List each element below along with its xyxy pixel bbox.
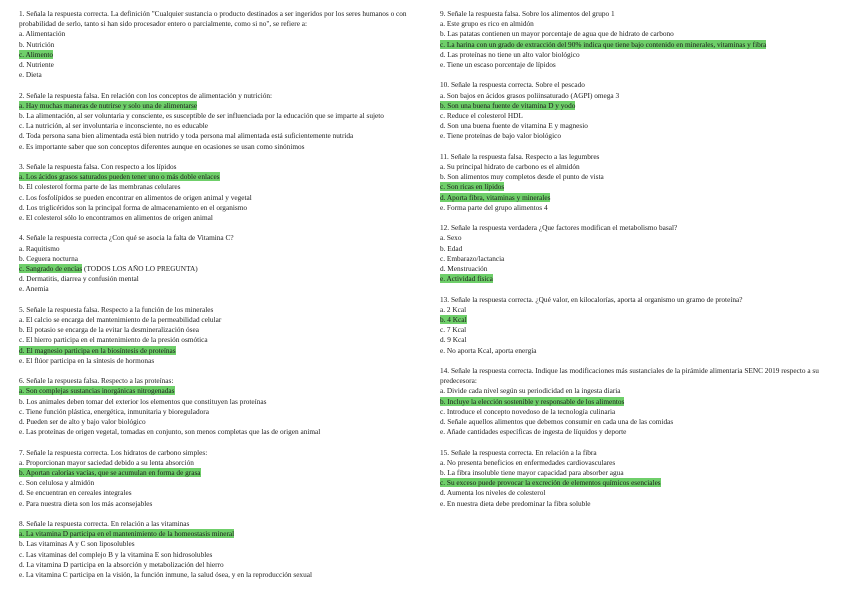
option-text: b. Las patatas contienen un mayor porcentaje de agua que de hidrato de carbono <box>440 29 674 39</box>
option <box>19 121 424 131</box>
option-text: a. 2 Kcal <box>440 304 467 314</box>
option <box>19 284 424 294</box>
option-text: e. Tiene proteínas de bajo valor biológico <box>440 131 561 141</box>
option <box>19 254 424 264</box>
option-answer-highlighted <box>19 264 424 274</box>
question-block <box>440 9 840 70</box>
option-text: d. Se encuentran en cereales integrales <box>19 488 132 498</box>
option-answer-highlighted <box>440 315 840 325</box>
option-text: a. Sexo <box>440 233 462 243</box>
option <box>19 417 424 427</box>
option <box>440 111 840 121</box>
left-column <box>19 9 424 590</box>
option-text: e. Añade cantidades específicas de ingesta de líquidos y deporte <box>440 427 627 437</box>
option-answer-highlighted <box>440 478 840 488</box>
option-text: c. Alimento <box>19 49 54 59</box>
option-text: c. Tiene función plástica, energética, inmunitaria y bioreguladora <box>19 406 209 416</box>
option <box>19 570 424 580</box>
option-text: c. Sangrado de encías <box>19 264 83 274</box>
option-text: c. Embarazo/lactancia <box>440 253 505 263</box>
option-text: c. Son ricas en lípidos <box>440 182 505 192</box>
option <box>440 386 840 396</box>
option <box>19 325 424 335</box>
option <box>19 315 424 325</box>
option-text: d. Toda persona sana bien alimentada está bien nutrido y toda persona mal alimentada está suficientemente nutrida <box>19 131 354 141</box>
option-text: e. Forma parte del grupo alimentos 4 <box>440 202 548 212</box>
option-text: a. La vitamina D participa en el mantenimiento de la homeostasis mineral <box>19 529 235 539</box>
question-prompt: 10. Señale la respuesta correcta. Sobre el pescado <box>440 80 585 90</box>
question-prompt: 14. Señale la respuesta correcta. Indique las modificaciones más sustanciales de la pirámide alimentaria SENC 2019 respecto a su predecesora: <box>440 366 819 386</box>
option <box>440 244 840 254</box>
option-text: c. Introduce el concepto novedoso de la tecnología culinaria <box>440 406 616 416</box>
question-block <box>19 9 424 80</box>
option-text: d. Son una buena fuente de vitamina E y magnesio <box>440 121 588 131</box>
option-text: d. Menstruación <box>440 264 488 274</box>
option-text: c. Los fosfolípidos se pueden encontrar en alimentos de origen animal y vegetal <box>19 192 252 202</box>
option-text: e. Tiene un escaso porcentaje de lípidos <box>440 60 556 70</box>
option-text: e. No aporta Kcal, aporta energía <box>440 345 537 355</box>
option <box>19 29 424 39</box>
option-text: e. Para nuestra dieta son los más aconsejables <box>19 498 153 508</box>
option-text: d. La vitamina D participa en la absorción y metabolización del hierro <box>19 559 224 569</box>
option-text: e. Dieta <box>19 70 42 80</box>
option-answer-highlighted <box>440 182 840 192</box>
question-prompt: 8. Señale la respuesta correcta. En relación a las vitaminas <box>19 519 190 529</box>
option <box>440 417 840 427</box>
option-text: a. Hay muchas maneras de nutrirse y solo una de alimentarse <box>19 100 198 110</box>
question-prompt: 12. Señale la respuesta verdadera ¿Que factores modifican el metabolismo basal? <box>440 223 678 233</box>
option-answer-highlighted <box>19 346 424 356</box>
option-text: c. Son celulosa y almidón <box>19 478 95 488</box>
option-text: e. Es importante saber que son conceptos diferentes aunque en ocasiones se usan como sinónimos <box>19 141 305 151</box>
option-text: b. Edad <box>440 243 463 253</box>
option <box>440 427 840 437</box>
question-prompt: 5. Señale la respuesta falsa. Respecto a la función de los minerales <box>19 304 214 314</box>
option-text: a. Su principal hidrato de carbono es el almidón <box>440 162 580 172</box>
question-block <box>19 233 424 294</box>
option-text: e. Actividad física <box>440 274 493 284</box>
option-text: c. El hierro participa en el mantenimiento de la presión osmótica <box>19 335 208 345</box>
option <box>440 60 840 70</box>
question-prompt: 4. Señale la respuesta correcta ¿Con qué se asocia la falta de Vitamina C? <box>19 233 234 243</box>
option-text: a. El calcio se encarga del mantenimiento de la permeabilidad celular <box>19 315 222 325</box>
option-text: b. Aportan calorías vacías, que se acumulan en forma de grasa <box>19 468 201 478</box>
option-text: d. Señale aquellos alimentos que debemos consumir en cada una de las comidas <box>440 417 674 427</box>
option <box>19 427 424 437</box>
option <box>19 244 424 254</box>
option-text: a. Divide cada nivel según su periodicidad en la ingesta diaria <box>440 386 621 396</box>
option-text: d. Aumenta los niveles de colesterol <box>440 488 546 498</box>
option <box>440 305 840 315</box>
option-text: b. Son alimentos muy completos desde el punto de vista <box>440 172 604 182</box>
right-column <box>440 9 840 519</box>
option-text: b. Nutrición <box>19 39 55 49</box>
option-text: c. 7 Kcal <box>440 325 467 335</box>
question-block <box>19 519 424 580</box>
question-prompt: 3. Señale la respuesta falsa. Con respecto a los lípidos <box>19 162 177 172</box>
question-block <box>440 295 840 356</box>
option <box>440 468 840 478</box>
option <box>440 91 840 101</box>
option <box>19 142 424 152</box>
option-text: d. Pueden ser de alto y bajo valor biológico <box>19 417 146 427</box>
option-text: e. El colesterol sólo lo encontramos en alimentos de origen animal <box>19 213 213 223</box>
option-answer-highlighted <box>440 193 840 203</box>
option <box>440 335 840 345</box>
option-text: c. Su exceso puede provocar la excreción de elementos químicos esenciales <box>440 478 661 488</box>
option-answer-highlighted <box>440 274 840 284</box>
option <box>19 560 424 570</box>
option <box>440 19 840 29</box>
option-text: d. 9 Kcal <box>440 335 467 345</box>
option <box>19 213 424 223</box>
question-block <box>440 223 840 284</box>
option <box>440 162 840 172</box>
option-answer-highlighted <box>19 101 424 111</box>
option <box>19 499 424 509</box>
option <box>19 193 424 203</box>
option-answer-highlighted <box>19 386 424 396</box>
question-block <box>440 448 840 509</box>
option-text: b. La alimentación, al ser voluntaria y consciente, es susceptible de ser influenciada por la educación que se imparte al sujeto <box>19 111 384 121</box>
option <box>19 70 424 80</box>
option <box>440 131 840 141</box>
question-block <box>19 376 424 437</box>
option-answer-highlighted <box>440 101 840 111</box>
option <box>440 233 840 243</box>
option <box>19 550 424 560</box>
option-text: a. Alimentación <box>19 29 66 39</box>
option <box>19 356 424 366</box>
option-text: e. El flúor participa en la síntesis de hormonas <box>19 355 155 365</box>
option-text: d. El magnesio participa en la biosíntesis de proteínas <box>19 345 176 355</box>
option <box>19 407 424 417</box>
option <box>19 60 424 70</box>
option-note: (TODOS LOS AÑO LO PREGUNTA) <box>82 264 198 274</box>
option-answer-highlighted <box>440 397 840 407</box>
option-answer-highlighted <box>19 468 424 478</box>
option <box>19 397 424 407</box>
option <box>19 478 424 488</box>
option <box>440 458 840 468</box>
option-text: e. Anemia <box>19 284 49 294</box>
option <box>440 264 840 274</box>
question-block <box>440 366 840 437</box>
option-text: a. Los ácidos grasos saturados pueden tener uno o más doble enlaces <box>19 172 220 182</box>
option-text: a. Proporcionan mayor saciedad debido a su lenta absorción <box>19 457 194 467</box>
option <box>19 40 424 50</box>
option <box>440 346 840 356</box>
option <box>440 488 840 498</box>
option <box>19 458 424 468</box>
option <box>19 203 424 213</box>
question-prompt: 6. Señale la respuesta falsa. Respecto a las proteínas: <box>19 376 174 386</box>
option <box>440 499 840 509</box>
option-text: d. Las proteínas no tiene un alto valor biológico <box>440 49 580 59</box>
option <box>19 274 424 284</box>
question-block <box>19 305 424 366</box>
option-text: b. El potasio se encarga de la evitar la desmineralización ósea <box>19 325 199 335</box>
option-text: e. La vitamina C participa en la visión, la función inmune, la salud ósea, y en la reproducción sexual <box>19 570 312 580</box>
question-prompt: 13. Señale la respuesta correcta. ¿Qué valor, en kilocalorías, aporta al organismo un gramo de proteína? <box>440 294 743 304</box>
option <box>440 407 840 417</box>
question-block <box>19 91 424 152</box>
option-text: b. 4 Kcal <box>440 315 467 325</box>
option-text: b. Ceguera nocturna <box>19 253 78 263</box>
option-text: c. La nutrición, al ser involuntaria e inconsciente, no es educable <box>19 121 209 131</box>
option-text: d. Aporta fibra, vitaminas y minerales <box>440 192 551 202</box>
option-text: b. Las vitaminas A y C son liposolubles <box>19 539 135 549</box>
option-text: b. El colesterol forma parte de las membranas celulares <box>19 182 181 192</box>
question-prompt: 7. Señale la respuesta correcta. Los hidratos de carbono simples: <box>19 447 208 457</box>
question-prompt: 2. Señale la respuesta falsa. En relación con los conceptos de alimentación y nutrición: <box>19 90 273 100</box>
option-answer-highlighted <box>19 529 424 539</box>
option <box>19 111 424 121</box>
option-text: d. Los triglicéridos son la principal forma de almacenamiento en el organismo <box>19 202 248 212</box>
option-text: e. Las proteínas de origen vegetal, tomadas en conjunto, son menos completas que las de origen animal <box>19 427 321 437</box>
option <box>19 335 424 345</box>
option-text: b. Los animales deben tomar del exterior los elementos que constituyen las proteínas <box>19 396 267 406</box>
option-text: c. Reduce el colesterol HDL <box>440 111 523 121</box>
option-text: d. Nutriente <box>19 60 54 70</box>
option <box>19 488 424 498</box>
option <box>440 203 840 213</box>
option-text: c. La harina con un grado de extracción del 90% indica que tiene bajo contenido en minerales, vitaminas y fibra <box>440 39 767 49</box>
option-text: b. La fibra insoluble tiene mayor capacidad para absorber agua <box>440 468 624 478</box>
option-text: c. Las vitaminas del complejo B y la vitamina E son hidrosolubles <box>19 549 213 559</box>
question-block <box>440 80 840 141</box>
option <box>440 121 840 131</box>
option-text: b. Incluye la elección sostenible y responsable de los alimentos <box>440 396 625 406</box>
question-block <box>19 162 424 223</box>
question-block <box>19 448 424 509</box>
option <box>19 539 424 549</box>
option-text: a. Son bajos en ácidos grasos poliinsaturado (AGPI) omega 3 <box>440 90 620 100</box>
question-prompt: 9. Señale la respuesta falsa. Sobre los alimentos del grupo 1 <box>440 9 615 18</box>
option-text: a. Raquitismo <box>19 243 60 253</box>
option-text: d. Dermatitis, diarrea y confusión mental <box>19 274 139 284</box>
option <box>440 325 840 335</box>
option <box>19 182 424 192</box>
option-text: a. Este grupo es rico en almidón <box>440 19 534 29</box>
option-answer-highlighted <box>440 40 840 50</box>
option-text: a. No presenta beneficios en enfermedades cardiovasculares <box>440 457 616 467</box>
option-text: b. Son una buena fuente de vitamina D y yodo <box>440 100 576 110</box>
question-prompt: 11. Señale la respuesta falsa. Respecto a las legumbres <box>440 151 600 161</box>
option-answer-highlighted <box>19 172 424 182</box>
option-text: e. En nuestra dieta debe predominar la fibra soluble <box>440 498 591 508</box>
option <box>440 254 840 264</box>
option <box>440 50 840 60</box>
question-prompt: 1. Señala la respuesta correcta. La definición "Cualquier sustancia o producto destinados a ser ingeridos por los seres humanos o con probabilidad de serlo, tanto si han sido procesador entero o parcialmente, como si no", se refiere a: <box>19 9 407 29</box>
question-block <box>440 152 840 213</box>
option <box>19 131 424 141</box>
option-text: a. Son complejas sustancias inorgánicas nitrogenadas <box>19 386 175 396</box>
option <box>440 172 840 182</box>
question-prompt: 15. Señale la respuesta correcta. En relación a la fibra <box>440 447 597 457</box>
option <box>440 29 840 39</box>
option-answer-highlighted <box>19 50 424 60</box>
